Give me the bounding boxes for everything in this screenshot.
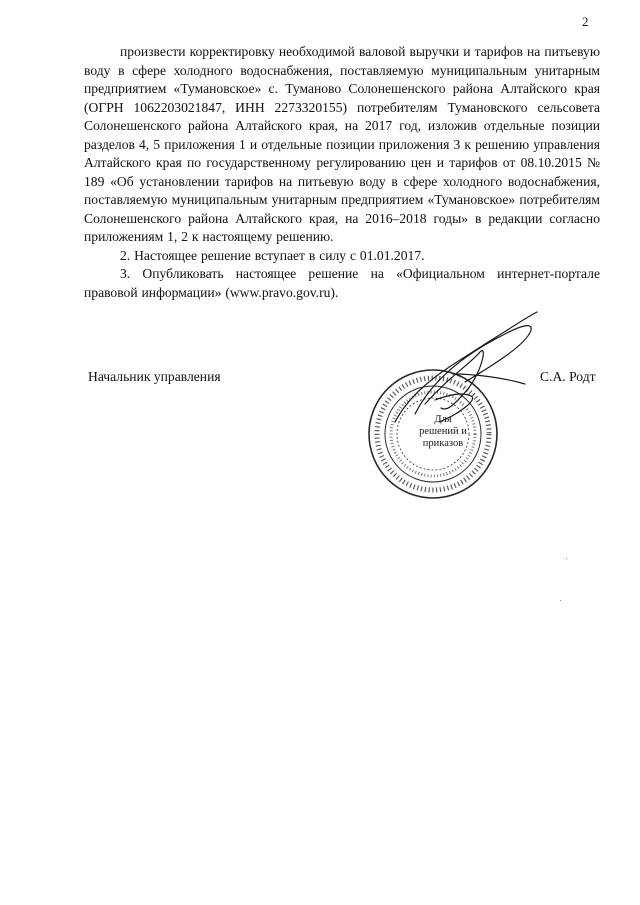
paragraph-item-2: 2. Настоящее решение вступает в силу с 01.01.2017. xyxy=(120,247,425,263)
official-stamp-with-signature xyxy=(355,304,565,504)
stamp-caption-line-2: решений и xyxy=(419,426,467,437)
document-body xyxy=(84,43,600,302)
signature-name: С.А. Родт xyxy=(540,369,596,384)
scan-speck xyxy=(566,558,567,559)
stamp-caption xyxy=(411,414,475,450)
signature-title: Начальник управления xyxy=(88,369,221,384)
paragraph-item-3: 3. Опубликовать настоящее решение на «Официальном интернет-портале правовой информации» (www.pravo.gov.ru). xyxy=(84,266,600,300)
scan-speck xyxy=(560,600,561,601)
page-number: 2 xyxy=(582,14,589,29)
stamp-caption-line-3: приказов xyxy=(422,438,464,449)
paragraph-main: произвести корректировку необходимой валовой выручки и тарифов на питьевую воду в сфере холодного водоснабжения, поставляемую муниципальным унитарным предприятием «Тумановское» с. Туманово Солонешенского района Алтайского края (ОГРН 1062203021847, ИНН 2273320155) потребителям Тумановского сельсовета Солонешенского района Алтайского края, на 2017 год, изложив отдельные позиции разделов 4, 5 приложения 1 и отдельные позиции приложения 3 к решению управления Алтайского края по государственному регулированию цен и тарифов от 08.10.2015 № 189 «Об установлении тарифов на питьевую воду в сфере холодного водоснабжения, поставляемую муниципальным унитарным предприятием «Тумановское» потребителям Солонешенского района Алтайского края, на 2016–2018 годы» в редакции согласно приложениям 1, 2 к настоящему решению. xyxy=(84,44,600,244)
stamp-caption-line-1: Для xyxy=(434,414,452,425)
handwritten-signature xyxy=(395,312,537,422)
